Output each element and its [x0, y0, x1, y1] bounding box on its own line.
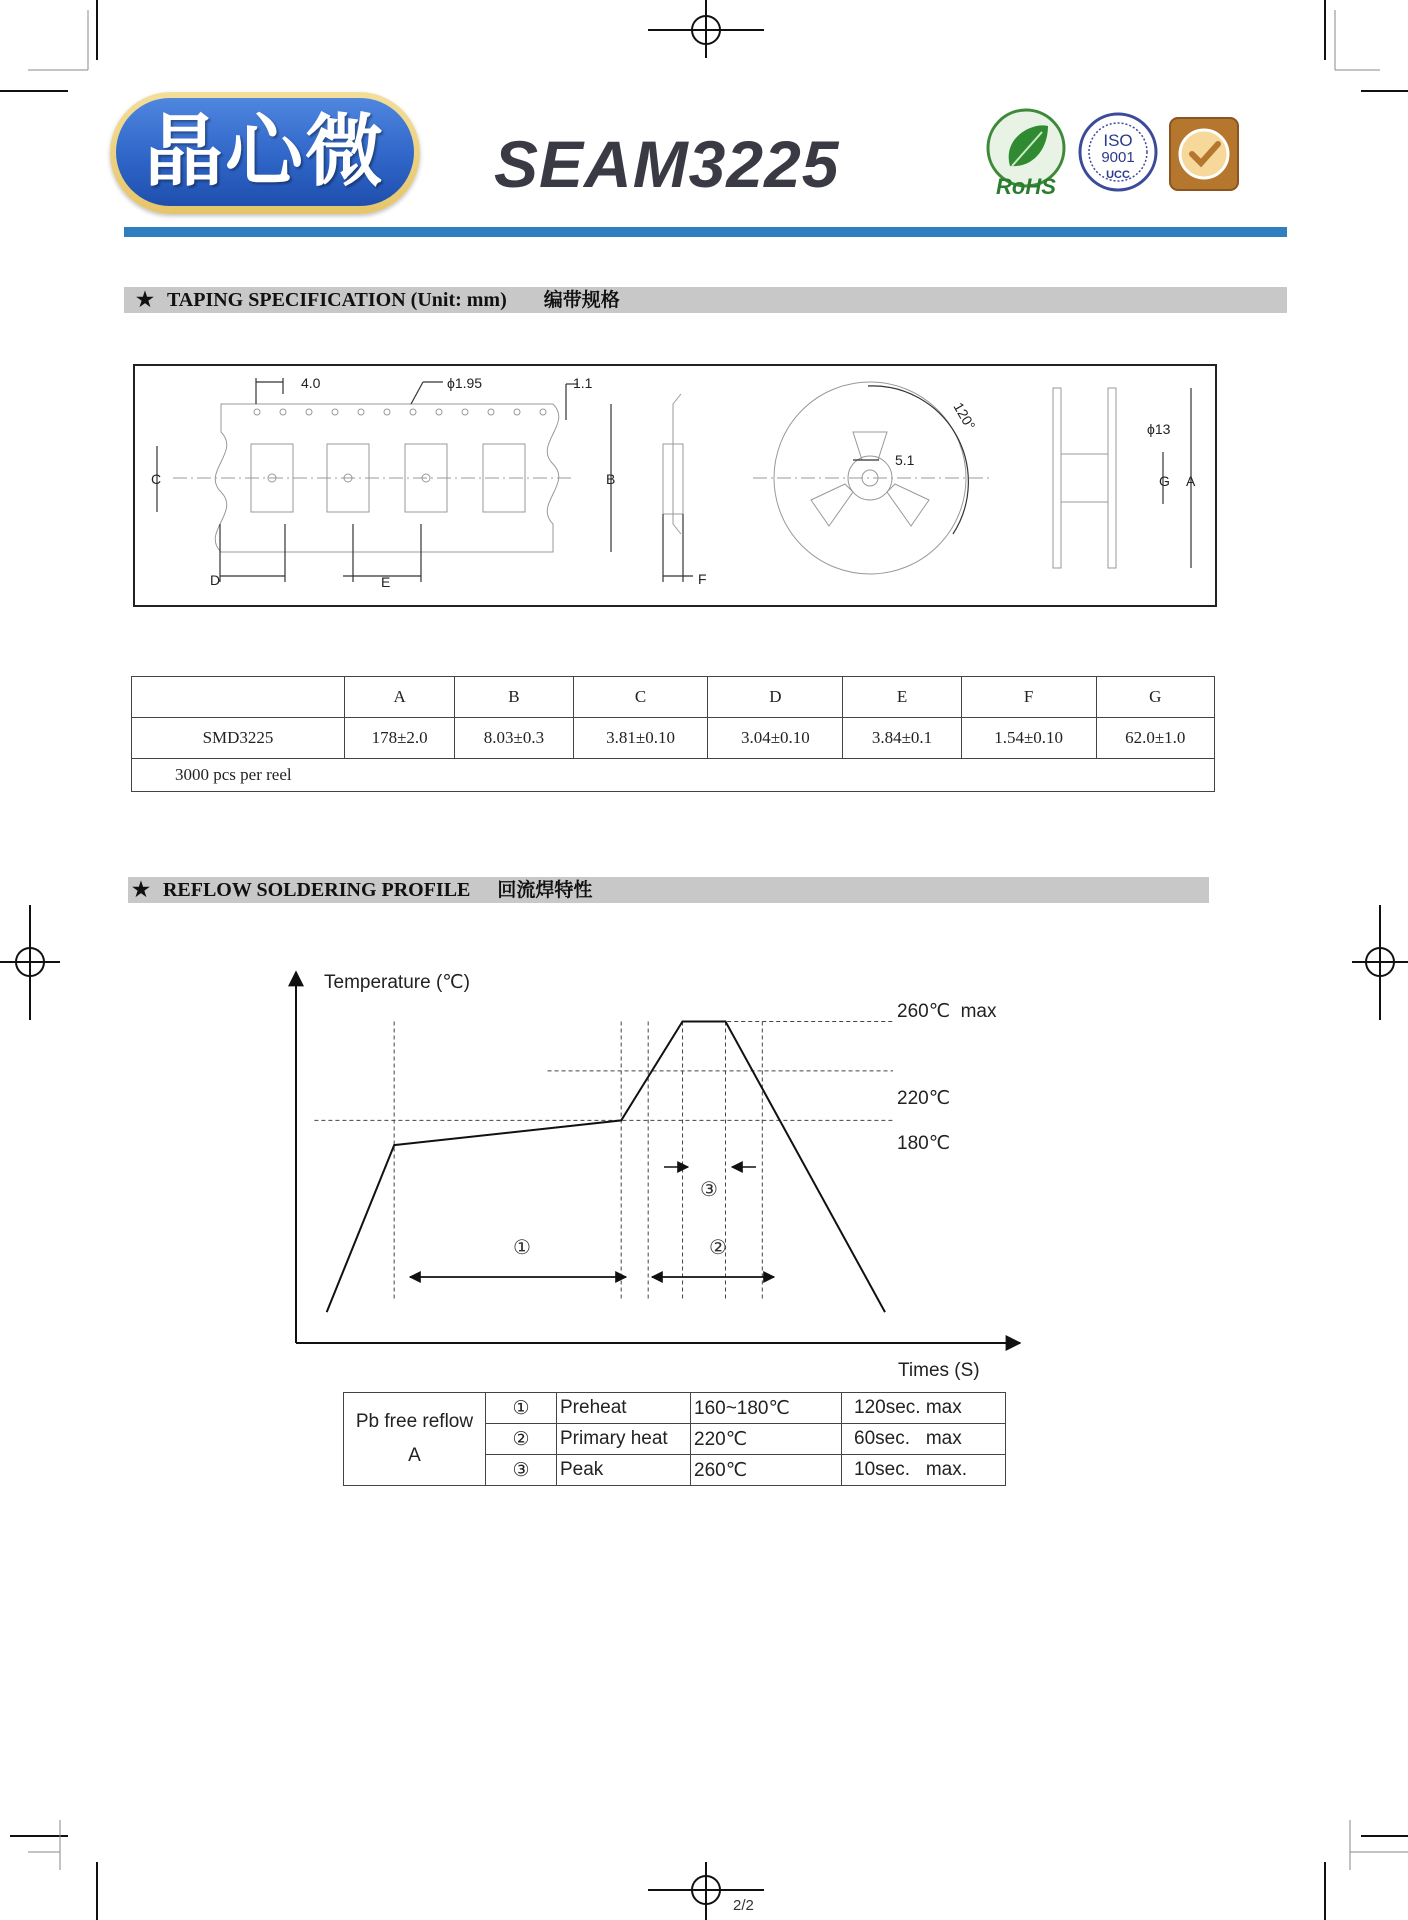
- table-header-cell: E: [843, 677, 961, 718]
- table-cell: 62.0±1.0: [1096, 718, 1214, 759]
- table-header-cell: A: [345, 677, 455, 718]
- table-cell: ③: [486, 1455, 557, 1486]
- dim-edge: 1.1: [573, 375, 593, 391]
- rohs-label: RoHS: [996, 174, 1056, 198]
- iso-number-label: 9001: [1101, 149, 1135, 166]
- table-cell: ①: [486, 1393, 557, 1424]
- dim-b: B: [606, 471, 616, 487]
- zone-2-marker: ②: [709, 1237, 727, 1259]
- reflow-spec-table: [343, 1392, 1006, 1486]
- table-header-row: [132, 677, 1215, 718]
- reflow-group-label-line1: Pb free reflow: [355, 1411, 474, 1432]
- table-cell: 60sec. max: [842, 1424, 1006, 1455]
- reference-lines: [314, 1021, 893, 1120]
- dim-pitch: 4.0: [301, 375, 321, 391]
- table-row: [344, 1393, 1006, 1424]
- iso-badge: [1078, 110, 1158, 194]
- table-cell: 260℃: [691, 1455, 842, 1486]
- dim-f: F: [698, 571, 707, 587]
- page-number: 2/2: [733, 1897, 754, 1914]
- dim-g: G: [1159, 473, 1170, 489]
- ref-label-180: 180℃: [897, 1133, 951, 1154]
- table-cell: 10sec. max.: [842, 1455, 1006, 1486]
- taping-section-title-cn: 编带规格: [543, 289, 620, 311]
- star-icon: ★: [136, 289, 154, 311]
- taping-section-title: TAPING SPECIFICATION (Unit: mm): [166, 289, 507, 311]
- table-header-cell: D: [708, 677, 843, 718]
- table-header-cell: B: [455, 677, 573, 718]
- quality-check-badge: [1168, 116, 1240, 192]
- table-cell: Peak: [557, 1455, 691, 1486]
- company-logo: [110, 92, 420, 214]
- taping-diagram: [133, 364, 1217, 608]
- taping-spec-table: [131, 676, 1215, 792]
- table-row-label: SMD3225: [132, 718, 345, 759]
- table-cell: 3.04±0.10: [708, 718, 843, 759]
- dim-hole-dia: ϕ1.95: [447, 375, 483, 391]
- rohs-badge: [982, 108, 1070, 198]
- dim-angle: 120°: [950, 399, 979, 433]
- header-divider: [124, 227, 1287, 237]
- reel-quantity-note: 3000 pcs per reel: [132, 759, 1215, 792]
- table-cell: ②: [486, 1424, 557, 1455]
- zone-1-marker: ①: [513, 1237, 531, 1259]
- table-header-cell: F: [961, 677, 1096, 718]
- company-logo-text: 晶心微: [116, 98, 414, 206]
- zone-boundaries: [394, 1021, 762, 1300]
- iso-bottom-label: UCC: [1106, 169, 1130, 181]
- dim-e: E: [381, 574, 391, 590]
- x-axis-label: Times (S): [898, 1360, 980, 1381]
- table-cell: 8.03±0.3: [455, 718, 573, 759]
- dim-d: D: [210, 572, 221, 588]
- table-cell: 160~180℃: [691, 1393, 842, 1424]
- table-cell: 3.84±0.1: [843, 718, 961, 759]
- model-title: SEAM3225: [494, 127, 840, 201]
- table-row: [132, 718, 1215, 759]
- table-header-cell: G: [1096, 677, 1214, 718]
- table-cell: [132, 677, 345, 718]
- ref-label-220: 220℃: [897, 1088, 951, 1109]
- table-header-cell: C: [573, 677, 708, 718]
- reflow-group-label: [344, 1393, 486, 1486]
- dim-hub: 5.1: [895, 452, 915, 468]
- table-row: [132, 759, 1215, 792]
- ref-label-260: 260℃ max: [897, 1001, 997, 1022]
- table-cell: 120sec. max: [842, 1393, 1006, 1424]
- star-icon: ★: [132, 879, 150, 901]
- table-cell: 3.81±0.10: [573, 718, 708, 759]
- taping-section-header: [124, 287, 1287, 313]
- table-cell: Primary heat: [557, 1424, 691, 1455]
- iso-top-label: ISO: [1103, 131, 1133, 150]
- reflow-section-header: [128, 877, 1209, 903]
- dim-a: A: [1186, 473, 1196, 489]
- table-cell: 1.54±0.10: [961, 718, 1096, 759]
- table-cell: Preheat: [557, 1393, 691, 1424]
- reflow-profile-line: [327, 1022, 885, 1313]
- table-cell: 178±2.0: [345, 718, 455, 759]
- dim-c: C: [151, 471, 162, 487]
- reflow-section-title: REFLOW SOLDERING PROFILE: [162, 879, 471, 901]
- reflow-group-label-line2: A: [408, 1445, 421, 1466]
- zone-3-marker: ③: [700, 1179, 718, 1201]
- y-axis-label: Temperature (℃): [324, 972, 470, 993]
- dim-center-dia: ϕ13: [1147, 421, 1171, 437]
- table-cell: 220℃: [691, 1424, 842, 1455]
- reflow-section-title-cn: 回流焊特性: [497, 879, 593, 901]
